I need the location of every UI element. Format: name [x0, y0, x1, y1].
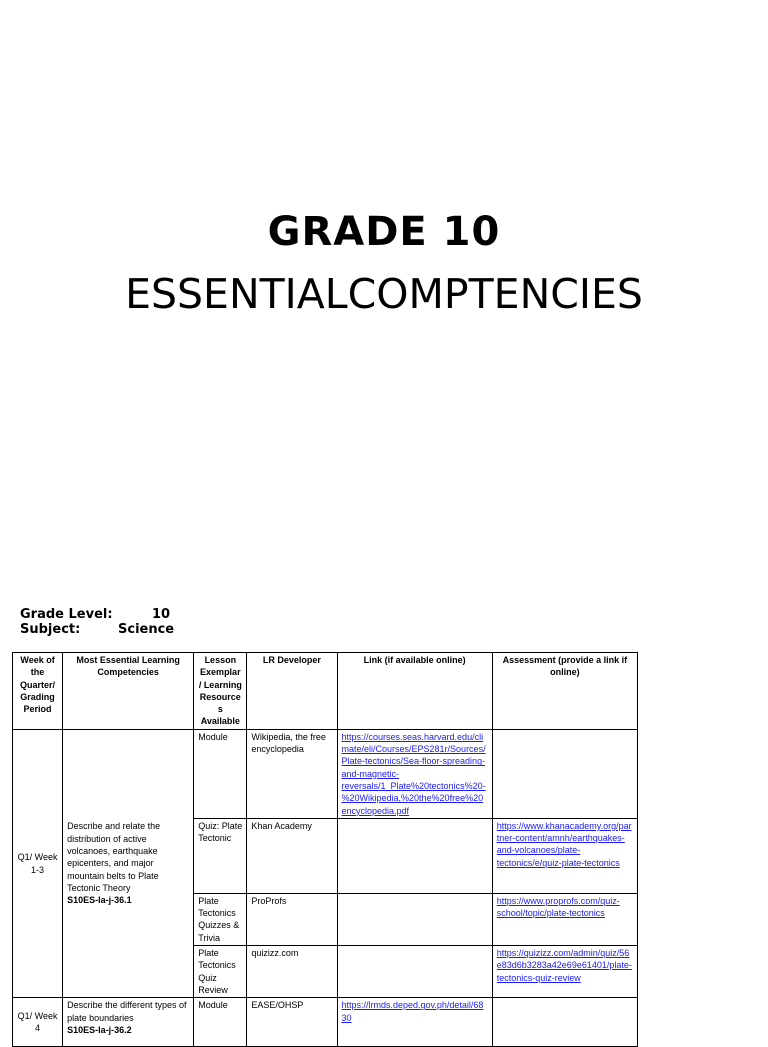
week-cell: Q1/ Week 4	[13, 998, 63, 1047]
resource-cell: Plate Tectonics Quiz Review	[194, 946, 247, 998]
assessment-link[interactable]: https://quizizz.com/admin/quiz/56e83d6b3283a42e69e61401/plate-tectonics-quiz-review	[496, 948, 632, 983]
link-cell	[337, 729, 492, 818]
assessment-cell	[492, 729, 637, 818]
competencies-table	[12, 652, 638, 1047]
link-cell	[337, 946, 492, 998]
link-cell	[337, 998, 492, 1047]
assessment-cell	[492, 893, 637, 945]
resource-cell: Module	[194, 729, 247, 818]
table-row	[13, 998, 638, 1047]
competency-code: S10ES-Ia-j-36.2	[67, 1024, 132, 1035]
table-header-row	[13, 653, 638, 730]
competency-code: S10ES-Ia-j-36.1	[67, 895, 132, 906]
resource-cell: Plate Tectonics Quizzes & Trivia	[194, 893, 247, 945]
developer-cell: Wikipedia, the free encyclopedia	[247, 729, 337, 818]
page-subtitle: ESSENTIALCOMPTENCIES	[125, 270, 643, 318]
link-cell	[337, 893, 492, 945]
developer-cell: Khan Academy	[247, 818, 337, 893]
grade-level-line	[20, 607, 170, 622]
subject-label: Subject:	[20, 622, 81, 637]
developer-cell: ProProfs	[247, 893, 337, 945]
grade-level-value: 10	[152, 607, 171, 622]
assessment-link[interactable]: https://www.khanacademy.org/partner-content/amnh/earthquakes-and-volcanoes/plate-tectonics/e/quiz-plate-tectonics	[496, 820, 632, 868]
resource-link[interactable]: https://lrmds.deped.gov.ph/detail/6830	[341, 1000, 484, 1023]
header-developer: LR Developer	[247, 653, 337, 730]
link-cell	[337, 818, 492, 893]
assessment-cell	[492, 998, 637, 1047]
assessment-cell	[492, 818, 637, 893]
developer-cell: quizizz.com	[247, 946, 337, 998]
header-resources: Lesson Exemplar / Learning Resources Available	[194, 653, 247, 730]
grade-level-label: Grade Level:	[20, 607, 113, 622]
assessment-link[interactable]: https://www.proprofs.com/quiz-school/topic/plate-tectonics	[496, 895, 620, 919]
subject-value: Science	[118, 622, 175, 637]
header-week: Week of the Quarter/ Grading Period	[13, 653, 63, 730]
competency-cell	[63, 998, 194, 1047]
subject-line	[20, 622, 174, 637]
week-cell: Q1/ Week 1-3	[13, 729, 63, 997]
resource-cell: Quiz: Plate Tectonic	[194, 818, 247, 893]
assessment-cell	[492, 946, 637, 998]
header-link: Link (if available online)	[337, 653, 492, 730]
table-row	[13, 729, 638, 818]
header-competencies: Most Essential Learning Competencies	[63, 653, 194, 730]
page-title: GRADE 10	[267, 209, 501, 255]
competency-text: Describe the different types of plate boundaries	[67, 1000, 187, 1023]
resource-cell: Module	[194, 998, 247, 1047]
header-assessment: Assessment (provide a link if online)	[492, 653, 637, 730]
resource-link[interactable]: https://courses.seas.harvard.edu/climate/eli/Courses/EPS281r/Sources/Plate-tectonics/Sea-floor-spreading-and-magnetic-reversals/1_Plate%20tectonics%20-%20Wikipedia,%20the%20free%20encyclopedia.pdf	[341, 731, 486, 816]
competency-text: Describe and relate the distribution of active volcanoes, earthquake epicenters, and major mountain belts to Plate Tectonic Theory	[67, 821, 161, 893]
developer-cell: EASE/OHSP	[247, 998, 337, 1047]
competency-cell	[63, 729, 194, 997]
